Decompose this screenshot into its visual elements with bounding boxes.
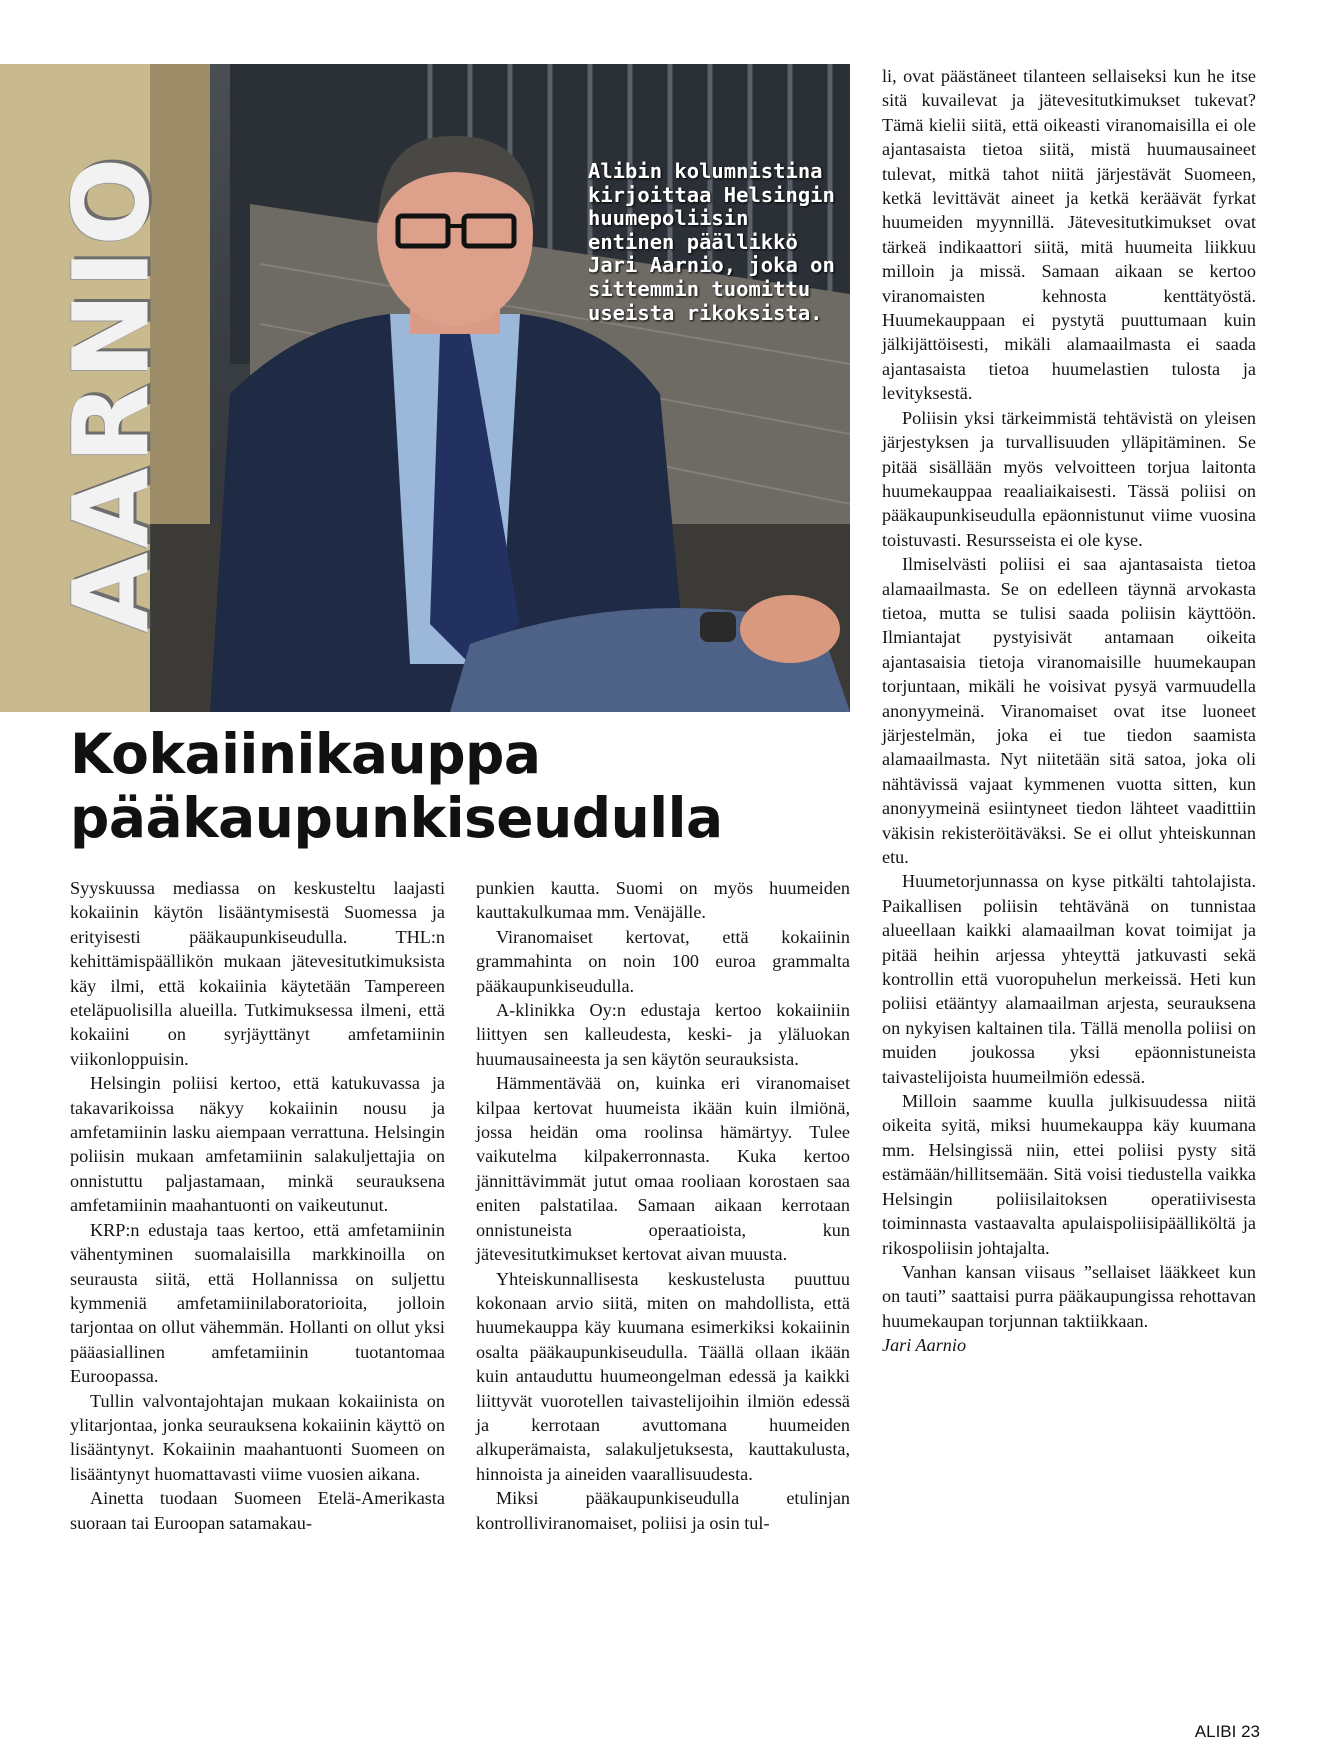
paragraph: Miksi pääkaupunkiseudulla etulinjan kontrolliviranomaiset, poliisi ja osin tul-	[476, 1488, 850, 1533]
paragraph: Hämmentävää on, kuinka eri viranomaiset kilpaa kertovat huumeista ikään kuin ilmiönä, jossa heidän oma roolinsa hämärtyy. Tulee vaikutelma kilpakerronnasta. Kuka kertoo jännittävimmät jutut omaa rooliaan korostaen saa eniten palstatilaa. Samaan aikaan kerrotaan onnistuneista operaatioista, kun jätevesitutkimukset kertovat aivan muusta.	[476, 1073, 850, 1265]
paragraph: Tullin valvontajohtajan mukaan kokaiinista on ylitarjontaa, jonka seurauksena kokaiinin käyttö on lisääntynyt. Kokaiinin maahantuonti Suomeen on lisääntynyt huomattavasti viime vuosien aikana.	[70, 1390, 445, 1484]
photo-caption: Alibin kolumnistina kirjoittaa Helsingin huumepoliisin entinen päällikkö Jari Aarnio, joka on sittemmin tuomittu useista rikoksista.	[588, 159, 835, 325]
paragraph: Ainetta tuodaan Suomeen Etelä-Amerikasta suoraan tai Euroopan satamakau-	[70, 1488, 445, 1533]
paragraph: li, ovat päästäneet tilanteen sellaiseksi kun he itse sitä kuvailevat ja jätevesitutkimukset tukevat? Tämä kielii siitä, että oikeasti viranomaisilla ei ole ajantasaista tietoa siitä, mistä huumausaineet tulevat, mitkä tahot niitä järjestävät Suomeen, ketkä levittävät aineet ja ketkä keräävät fyrkat huumeiden myynnillä. Jätevesitutkimukset ovat tärkeä indikaattori siitä, mitä huumeita liikkuu milloin ja missä. Samaan aikaan se kertoo viranomaisten kehnosta kenttätyöstä. Huumekauppaan ei pystytä puuttumaan kuin jälkijättöisesti, mikäli alamaailmasta ei saada ajantasaista tietoa huumelastien tulosta ja levityksestä.	[882, 66, 1256, 404]
page-folio: ALIBI 23	[1194, 1722, 1260, 1741]
headline-line-1: Kokaiinikauppa	[70, 722, 541, 786]
column-photo	[0, 64, 850, 712]
paragraph: Helsingin poliisi kertoo, että katukuvassa ja takavarikoissa näkyy kokaiinin nousu ja amfetamiinin lasku aiempaan verrattuna. Helsingin poliisin mukaan amfetamiinin salakuljettajia on onnistuttu paljastamaan, minkä seurauksena amfetamiinin maahantuonti on vaikeutunut.	[70, 1073, 445, 1216]
headline-line-2: pääkaupunkiseudulla	[70, 786, 723, 850]
paragraph: punkien kautta. Suomi on myös huumeiden kauttakulkumaa mm. Venäjälle.	[476, 878, 850, 923]
author-signature: Jari Aarnio	[882, 1335, 967, 1356]
paragraph: Ilmiselvästi poliisi ei saa ajantasaista tietoa alamaailmasta. Se on edelleen täynnä arvokasta tietoa, mutta se tulisi saada poliisin käyttöön. Ilmiantajat pystyisivät antamaan oikeita ajantasaisia tietoja viranomaisille huumekaupan torjuntaan, mikäli he voisivat pysyä varmuudella anonyymeinä. Viranomaiset ovat itse luoneet järjestelmän, joka ei tue tiedon saamista alamaailmasta. Nyt niitetään sitä satoa, joka oli nähtävissä vajaat kymmenen vuotta sitten, kun anonyymeinä esiintyneet tiedon lähteet vaadittiin väkisin rekisteröitäväksi. Se ei ollut yhteiskunnan etu.	[882, 554, 1256, 867]
article-headline	[70, 722, 850, 850]
paragraph: Poliisin yksi tärkeimmistä tehtävistä on yleisen järjestyksen ja turvallisuuden ylläpitäminen. Se pitää sisällään myös velvoitteen torjua laitonta huumekauppaa reaaliaikaisesti. Tässä poliisi on pääkaupunkiseudulla epäonnistunut viime vuosina toistuvasti. Resursseista ei ole kyse.	[882, 407, 1256, 550]
paragraph: Vanhan kansan viisaus ”sellaiset lääkkeet kun on tauti” saattaisi purra pääkaupungissa rehottavan huumekaupan torjunnan taktiikkaan.	[882, 1261, 1256, 1331]
paragraph: Yhteiskunnallisesta keskustelusta puuttuu kokonaan arvio siitä, miten on mahdollista, että huumekauppa käy kuumana esimerkiksi kokaiinin osalta pääkaupunkiseudulla. Täällä ollaan ikään kuin antauduttu huumeongelman edessä ja kaikki liittyvät vuorotellen taivastelijoihin ilmiön edessä ja kerrotaan avuttomana huumeiden alkuperämaista, salakuljetuksesta, kauttakulusta, hinnoista ja aineiden vaarallisuudesta.	[476, 1268, 850, 1484]
paragraph: Milloin saamme kuulla julkisuudessa niitä oikeita syitä, miksi huumekauppa käy kuumana mm. Helsingissä niin, ettei poliisi pysty sitä estämään/hillitsemään. Sitä voisi tiedustella vaikka Helsingin poliisilaitoksen operatiivisesta toiminnasta vastaavalta apulaispoliisipäälliköltä ja rikospoliisin johtajalta.	[882, 1091, 1256, 1258]
paragraph: Viranomaiset kertovat, että kokaiinin grammahinta on noin 100 euroa grammalta pääkaupunkiseudulla.	[476, 926, 850, 996]
paragraph: KRP:n edustaja taas kertoo, että amfetamiinin vähentyminen suomalaisilla markkinoilla on seurausta siitä, että Hollannissa on suljettu kymmeniä amfetamiinilaboratorioita, jolloin tarjontaa on ollut vähemmän. Hollanti on ollut yksi pääasiallinen amfetamiinin tuotantomaa Euroopassa.	[70, 1219, 445, 1387]
article-column-3	[882, 64, 1256, 1358]
paragraph: Huumetorjunnassa on kyse pitkälti tahtolajista. Paikallisen poliisin tehtävänä on tunnistaa alueellaan kaikki alamaailman kovat toimijat ja pitää heihin arjessa yhteyttä jatkuvasti sekä kontrollin että vuoropuhelun merkeissä. Heti kun poliisi etääntyy alamaailman arjesta, seurauksena on nykyisen kaltainen tila. Tällä menolla poliisi on muiden joukossa yksi epäonnistuneista taivastelijoista huumeilmiön edessä.	[882, 871, 1256, 1087]
article-column-2	[476, 876, 850, 1535]
column-name-label: AARNIO	[51, 153, 174, 633]
article-column-1	[70, 876, 445, 1535]
paragraph: A-klinikka Oy:n edustaja kertoo kokaiiniin liittyen sen kalleudesta, keski- ja yläluokan huumausaineesta ja sen käytön seurauksista.	[476, 1000, 850, 1069]
paragraph: Syyskuussa mediassa on keskusteltu laajasti kokaiinin käytön lisääntymisestä Suomessa ja erityisesti pääkaupunkiseudulla. THL:n kehittämispäällikön mukaan jätevesitutkimuksista käy ilmi, että kokaiinia käytetään Tampereen eteläpuolisilla alueilla. Tutkimuksessa ilmeni, että kokaiini on syrjäyttänyt amfetamiinin viikonloppuisin.	[70, 878, 445, 1069]
